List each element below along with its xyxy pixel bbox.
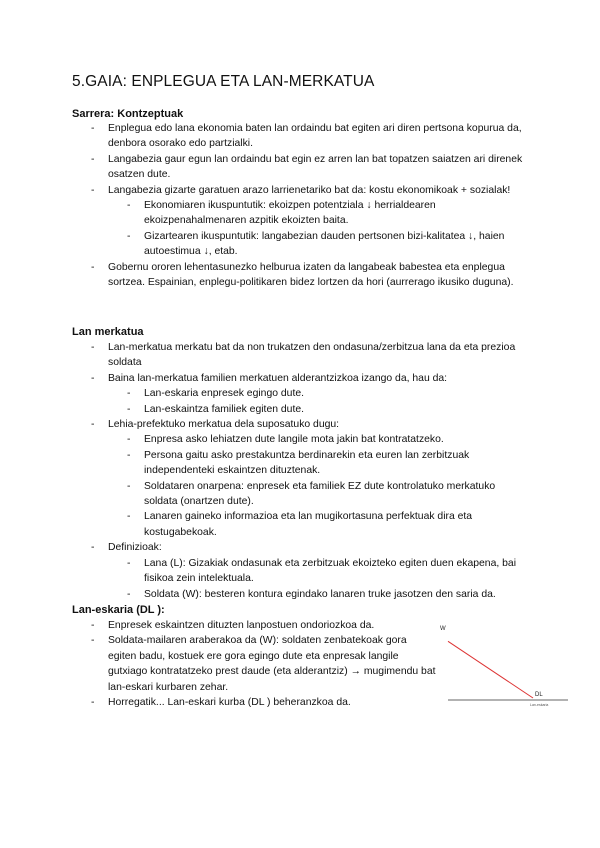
section-heading-sarrera: Sarrera: Kontzeptuak — [72, 108, 184, 120]
list-item-text: Langabezia gizarte garatuen arazo larrienetariko bat da: kostu ekonomikoak + sozialak! — [108, 184, 511, 196]
sub-list-item: - Gizartearen ikuspuntutik: langabezian dauden pertsonen bizi-kalitatea ↓, haien autoestimua ↓, etab. — [144, 229, 528, 260]
list-item: - Soldata-mailaren araberakoa da (W): soldaten zenbatekoak gora egiten badu, kostuek ere gora egingo dute eta enpresak langile gutxiago kontratatzeko prest daude (eta alderantziz) → mugimendu bat lan-eskari kurbaren zehar. — [108, 633, 436, 695]
list-item — [108, 417, 528, 540]
sub-list-item: - Lan-eskaria enpresek egingo dute. — [144, 386, 528, 401]
sub-list-item: - Lan-eskaintza familiek egiten dute. — [144, 402, 528, 417]
list-item-text: Definizioak: — [108, 542, 162, 554]
sub-list-item: - Soldataren onarpena: enpresek eta familiek EZ dute kontrolatuko merkatuko soldata (onartzen dute). — [144, 479, 528, 510]
list-item: - Langabezia gaur egun lan ordaindu bat egin ez arren lan bat topatzen saiatzen ari direnek osatzen dute. — [108, 152, 528, 183]
sarrera-list — [108, 121, 528, 290]
sarrera-sublist — [144, 198, 528, 260]
sub-list-item: - Enpresa asko lehiatzen dute langile mota jakin bat kontratatzeko. — [144, 432, 528, 447]
list-item-text: Baina lan-merkatua familien merkatuen alderantzizkoa izango da, hau da: — [108, 372, 448, 384]
sub-list-item: - Lana (L): Gizakiak ondasunak eta zerbitzuak ekoizteko egiten duen ekapena, bai fisikoa zein intelektuala. — [144, 556, 528, 587]
list-item — [108, 371, 528, 417]
chart-xlabel: Lan-eskaria — [530, 703, 549, 707]
sub-list-item: - Ekonomiaren ikuspuntutik: ekoizpen potentziala ↓ herrialdearen ekoizpenahalmenaren azpitik ekoizten baita. — [144, 198, 528, 229]
chart-curve-label: DL — [535, 692, 543, 698]
sub-list-item: - Persona gaitu asko prestakuntza berdinarekin eta euren lan zerbitzuak independenteki eskaintzen dituztenak. — [144, 448, 528, 479]
labor-demand-chart — [440, 622, 570, 708]
chart-ylabel: W — [440, 626, 446, 632]
lehia-sublist — [144, 432, 528, 540]
chart-series-line — [448, 641, 533, 698]
list-item-text: Lehia-prefektuko merkatua dela suposatuko dugu: — [108, 419, 340, 431]
section-heading-lan-merkatua: Lan merkatua — [72, 326, 144, 338]
sub-list-item: - Lanaren gaineko informazioa eta lan mugikortasuna perfektuak dira eta kostugabekoak. — [144, 509, 528, 540]
page-title: 5.GAIA: ENPLEGUA ETA LAN-MERKATUA — [72, 73, 375, 90]
sub-list-item: - Soldata (W): besteren kontura egindako lanaren truke jasotzen den saria da. — [144, 587, 528, 602]
list-item: - Enplegua edo lana ekonomia baten lan ordaindu bat egiten ari diren pertsona kopurua da, denbora osorako edo partzialki. — [108, 121, 528, 152]
lan-merkatua-list — [108, 340, 528, 602]
list-item — [108, 540, 528, 602]
list-item — [108, 183, 528, 260]
list-item: - Enpresek eskaintzen dituzten lanpostuen ondoriozkoa da. — [108, 618, 436, 633]
list-item: - Gobernu ororen lehentasunezko helburua izaten da langabeak babestea eta enplegua sortzea. Espainian, enplegu-politikaren bidez lortzen da hori (aurrerago ikusiko duguna). — [108, 260, 528, 291]
section-heading-lan-eskaria: Lan-eskaria (DL ): — [72, 604, 165, 616]
list-item: - Horregatik... Lan-eskari kurba (DL ) beheranzkoa da. — [108, 695, 436, 710]
eskari-eskaintza-sublist — [144, 386, 528, 417]
lan-eskaria-list — [108, 618, 436, 710]
definizioak-sublist — [144, 556, 528, 602]
list-item: - Lan-merkatua merkatu bat da non trukatzen den ondasuna/zerbitzua lana da eta prezioa soldata — [108, 340, 528, 371]
